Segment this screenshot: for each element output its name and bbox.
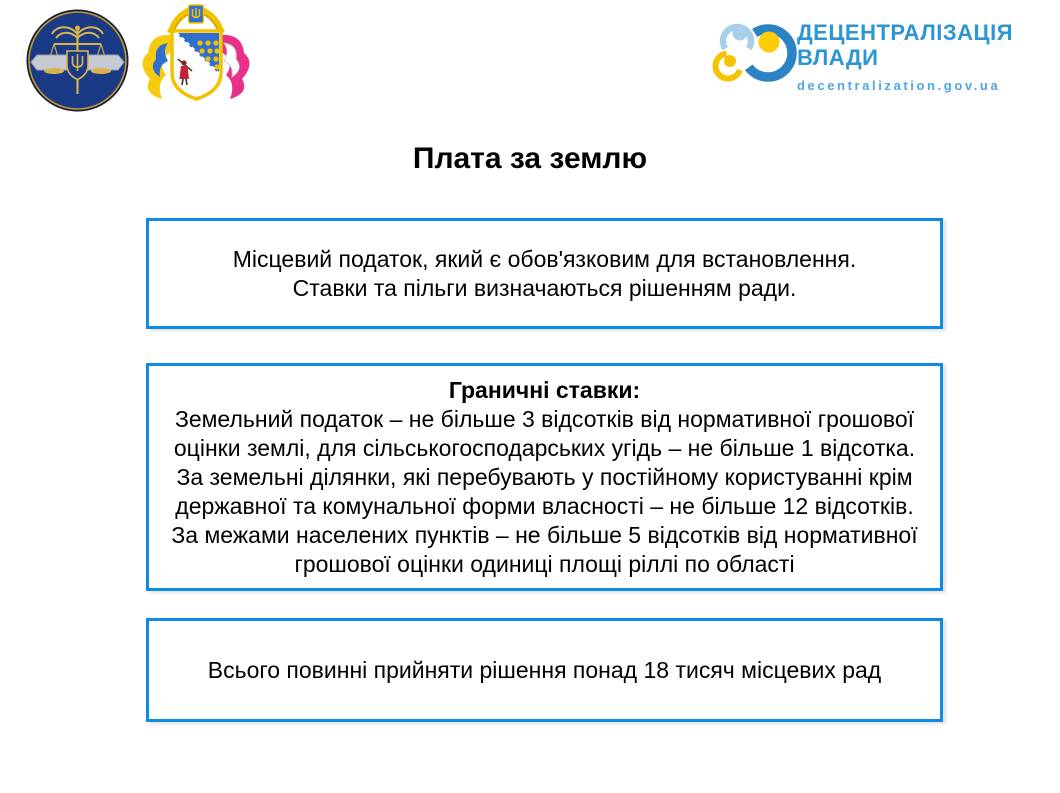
info-box-rate-limits [146,363,943,591]
box-text-line: оцінки землі, для сільськогосподарських угідь – не більше 1 відсотка. [173,434,916,461]
box-text-line: грошової оцінки одиниці площі ріллі по області [294,550,795,577]
box-text-line: За земельні ділянки, які перебувають у постійному користуванні крім [176,463,913,490]
box-text-line: Ставки та пільги визначаються рішенням ради. [292,274,797,301]
box-text-line: За межами населених пунктів – не більше 5 відсотків від нормативної [171,521,918,548]
box-text-line: Місцевий податок, який є обов'язковим для встановлення. [232,245,857,272]
decentralization-wordmark [797,20,1013,98]
box-text-line: Земельний податок – не більше 3 відсотків від нормативної грошової [174,405,915,432]
brand-line1: ДЕЦЕНТРАЛІЗАЦІЯ [797,20,1014,45]
brand-domain: decentralization.gov.ua [797,78,1001,93]
page-title: Плата за землю [412,142,648,175]
box-heading: Граничні ставки: [448,376,641,403]
brand-line2: ВЛАДИ [797,45,879,70]
fiscal-service-emblem-icon [25,8,130,113]
decentralization-logo-icon [700,12,800,97]
box-text-line: державної та комунальної форми власності – не більше 12 відсотків. [175,492,914,519]
info-box-councils-total [146,618,943,722]
oblast-coat-of-arms-icon [140,3,252,115]
info-box-local-tax [146,218,943,329]
box-text-line: Всього повинні прийняти рішення понад 18 тисяч місцевих рад [207,656,882,683]
